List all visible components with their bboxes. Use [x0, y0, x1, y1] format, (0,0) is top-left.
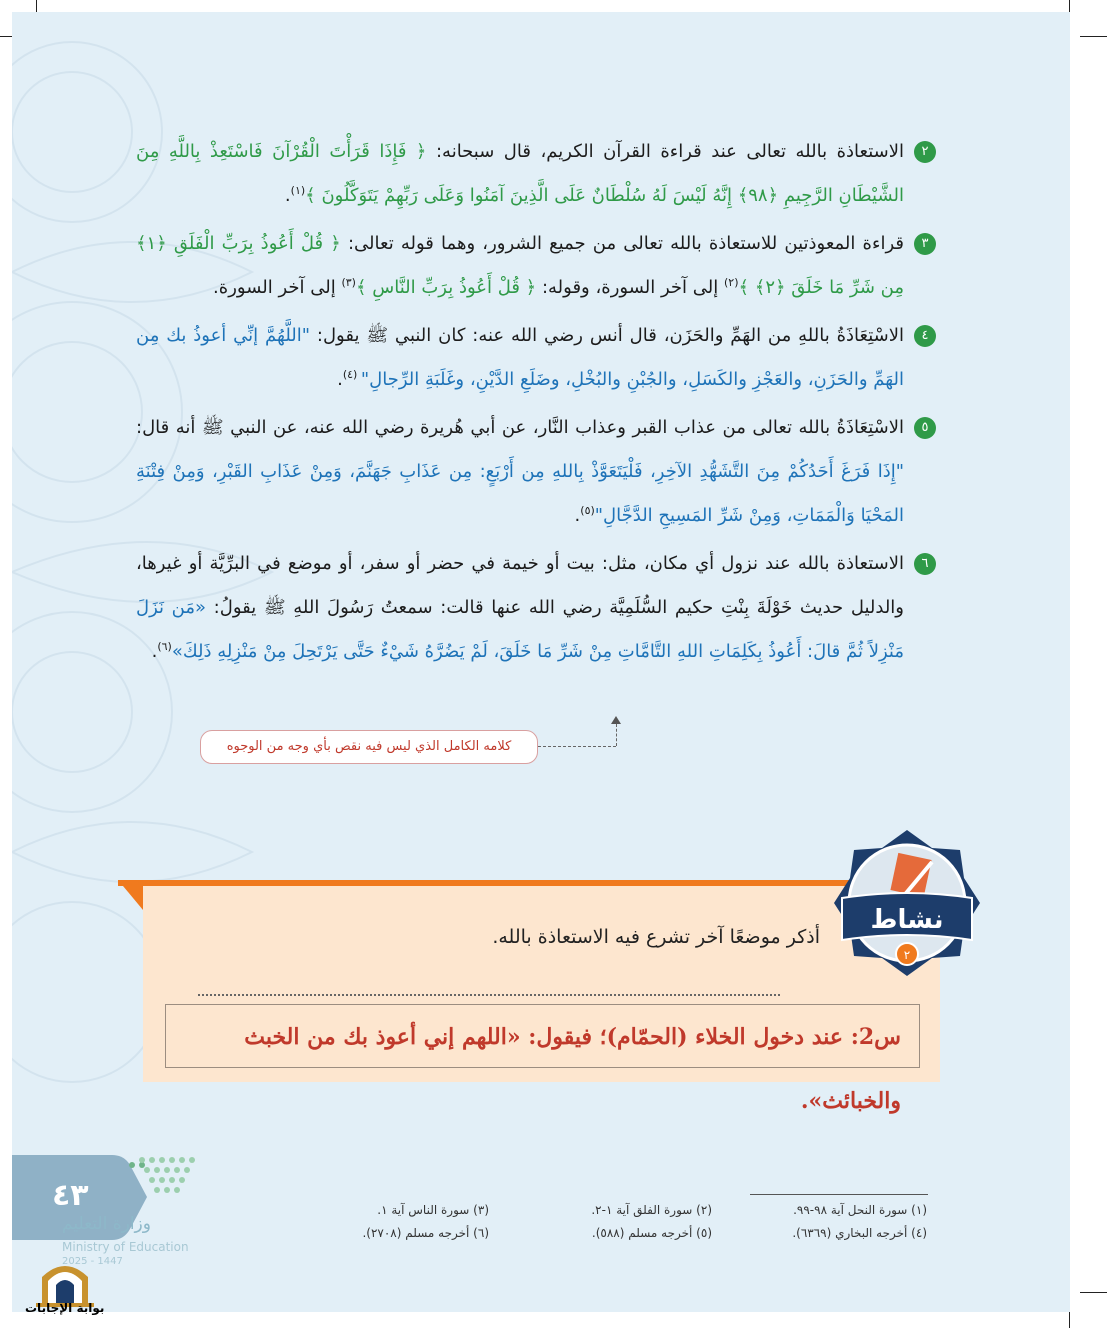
body-text: .	[337, 369, 343, 390]
answer-dotted-line	[198, 994, 780, 996]
footnote-ref: (٤)	[342, 368, 361, 381]
up-arrow-icon	[611, 716, 621, 724]
footnote-3: (٣) سورة الناس آية ١.	[377, 1203, 489, 1217]
body-text: الاسْتِعَاذَةُ باللهِ من الهَمِّ والحَزَن، قال أنس رضي الله عنه: كان النبي ﷺ يقول:	[310, 325, 904, 346]
page-number: ٤٣	[52, 1178, 89, 1213]
footnote-ref: (١)	[290, 184, 306, 197]
lesson-content	[136, 130, 936, 678]
footnote-6: (٦) أخرجه مسلم (٢٧٠٨).	[362, 1226, 489, 1240]
footnote-1: (١) سورة النحل آية ٩٨-٩٩.	[793, 1203, 927, 1217]
body-text: إلى آخر السورة.	[213, 277, 342, 298]
hadith-text: "اللَّهُمَّ إنِّي أعوذُ بك مِن الهَمِّ والحَزَنِ، والعَجْزِ والكَسَلِ، والجُبْنِ والبُخْلِ، وضَلَعِ الدَّيْنِ، وغَلَبَةِ الرِّجالِ"	[136, 325, 904, 390]
ministry-year: 2025 - 1447	[62, 1256, 123, 1267]
body-text: .	[151, 641, 158, 662]
lesson-item-2	[136, 222, 936, 310]
footnote-ref: (٢)	[723, 276, 739, 289]
item-number-badge: ٢	[914, 141, 936, 163]
margin-note	[200, 724, 620, 770]
footnote-5: (٥) أخرجه مسلم (٥٨٨).	[591, 1226, 712, 1240]
quran-verse: ﴿ قُلْ أَعُوذُ بِرَبِّ النَّاسِ ﴾	[355, 277, 537, 298]
body-text: إلى آخر السورة، وقوله:	[536, 277, 724, 298]
item-number-badge: ٣	[914, 233, 936, 255]
item-number-badge: ٦	[914, 553, 936, 575]
footnote-ref: (٦)	[157, 640, 172, 653]
activity-badge	[832, 828, 982, 978]
quran-verse: ﴿ قُلْ أَعُوذُ بِرَبِّ الْفَلَقِ ﴿١﴾ مِن شَرِّ مَا خَلَقَ ﴿٢﴾ ﴾	[136, 233, 904, 298]
body-text: قراءة المعوذتين للاستعاذة بالله تعالى من جميع الشرور، وهما قوله تعالى:	[340, 233, 904, 254]
badge-title: نشاط	[870, 905, 944, 935]
ministry-name-ar: وزارة التعليم	[62, 1214, 151, 1234]
body-text: الاسْتِعَاذَةُ بالله تعالى من عذاب القبر وعذاب النَّار، عن أبي هُريرة رضي الله عنه، عن النبي ﷺ أنه قال:	[136, 417, 904, 438]
body-text: .	[284, 185, 291, 206]
watermark-text: بوابة الإجابات	[25, 1301, 105, 1315]
note-connector	[616, 724, 617, 746]
ministry-name-en: Ministry of Education	[62, 1240, 189, 1254]
body-text: الاستعاذة بالله تعالى عند قراءة القرآن الكريم، قال سبحانه:	[426, 141, 904, 162]
item-number-badge: ٥	[914, 417, 936, 439]
lesson-item-1	[136, 130, 936, 218]
note-text: كلامه الكامل الذي ليس فيه نقص بأي وجه من الوجوه	[200, 730, 538, 764]
item-number-badge: ٤	[914, 325, 936, 347]
quran-verse: ﴿ فَإِذَا قَرَأْتَ الْقُرْآنَ فَاسْتَعِذْ بِاللَّهِ مِنَ الشَّيْطَانِ الرَّجِيمِ ﴿٩٨﴾ إِنَّهُ لَيْسَ لَهُ سُلْطَانٌ عَلَى الَّذِينَ آمَنُوا وَعَلَى رَبِّهِمْ يَتَوَكَّلُونَ ﴾	[136, 141, 904, 206]
footnote-2: (٢) سورة الفلق آية ١-٢.	[591, 1203, 712, 1217]
hadith-text: "إِذَا فَرَغَ أَحَدُكُمْ مِنَ التَّشَهُّدِ الآخِرِ، فَلْيَتَعَوَّذْ بِاللهِ مِن أَرْبَعٍ: مِن عَذَابِ جَهَنَّمَ، وَمِنْ عَذَابِ القَبْرِ، وَمِنْ فِتْنَةِ المَحْيَا وَالْمَمَاتِ، وَمِنْ شَرِّ المَسِيحِ الدَّجَّالِ"	[136, 461, 904, 526]
hadith-text: «مَن نَزَلَ مَنْزِلاً ثُمَّ قالَ: أَعُوذُ بِكَلِمَاتِ اللهِ التَّامَّاتِ مِنْ شَرِّ مَا خَلَقَ، لَمْ يَضُرَّهُ شَيْءٌ حَتَّى يَرْتَحِلَ مِنْ مَنْزِلِهِ ذَلِكَ»	[136, 597, 904, 662]
lesson-item-4	[136, 406, 936, 538]
footnote-ref: (٥)	[580, 504, 595, 517]
body-text: الاستعاذة بالله عند نزول أي مكان، مثل: بيت أو خيمة في حضر أو سفر، أو موضع في البرِّيَّة أو غيرها، والدليل حديث خَوْلَةَ بِنْتِ حكيم السُّلَمِيَّة رضي الله عنها قالت: سمعتُ رَسُولَ اللهِ ﷺ يقولُ:	[136, 553, 904, 618]
ministry-dots-logo	[62, 1150, 202, 1210]
badge-number: ٢	[903, 948, 911, 962]
note-connector-line	[538, 746, 616, 747]
activity-question: أذكر موضعًا آخر تشرع فيه الاستعاذة بالله.	[492, 926, 820, 948]
activity-box	[143, 886, 940, 1114]
footnote-ref: (٣)	[341, 276, 356, 289]
body-text: .	[574, 505, 581, 526]
lesson-item-3	[136, 314, 936, 402]
footnote-4: (٤) أخرجه البخاري (٦٣٦٩).	[792, 1226, 927, 1240]
footnote-divider	[750, 1194, 928, 1195]
lesson-item-5	[136, 542, 936, 674]
activity-answer[interactable]: س2: عند دخول الخلاء (الحمّام)؛ فيقول: «اللهم إني أعوذ بك من الخبث والخبائث».	[165, 1004, 920, 1068]
